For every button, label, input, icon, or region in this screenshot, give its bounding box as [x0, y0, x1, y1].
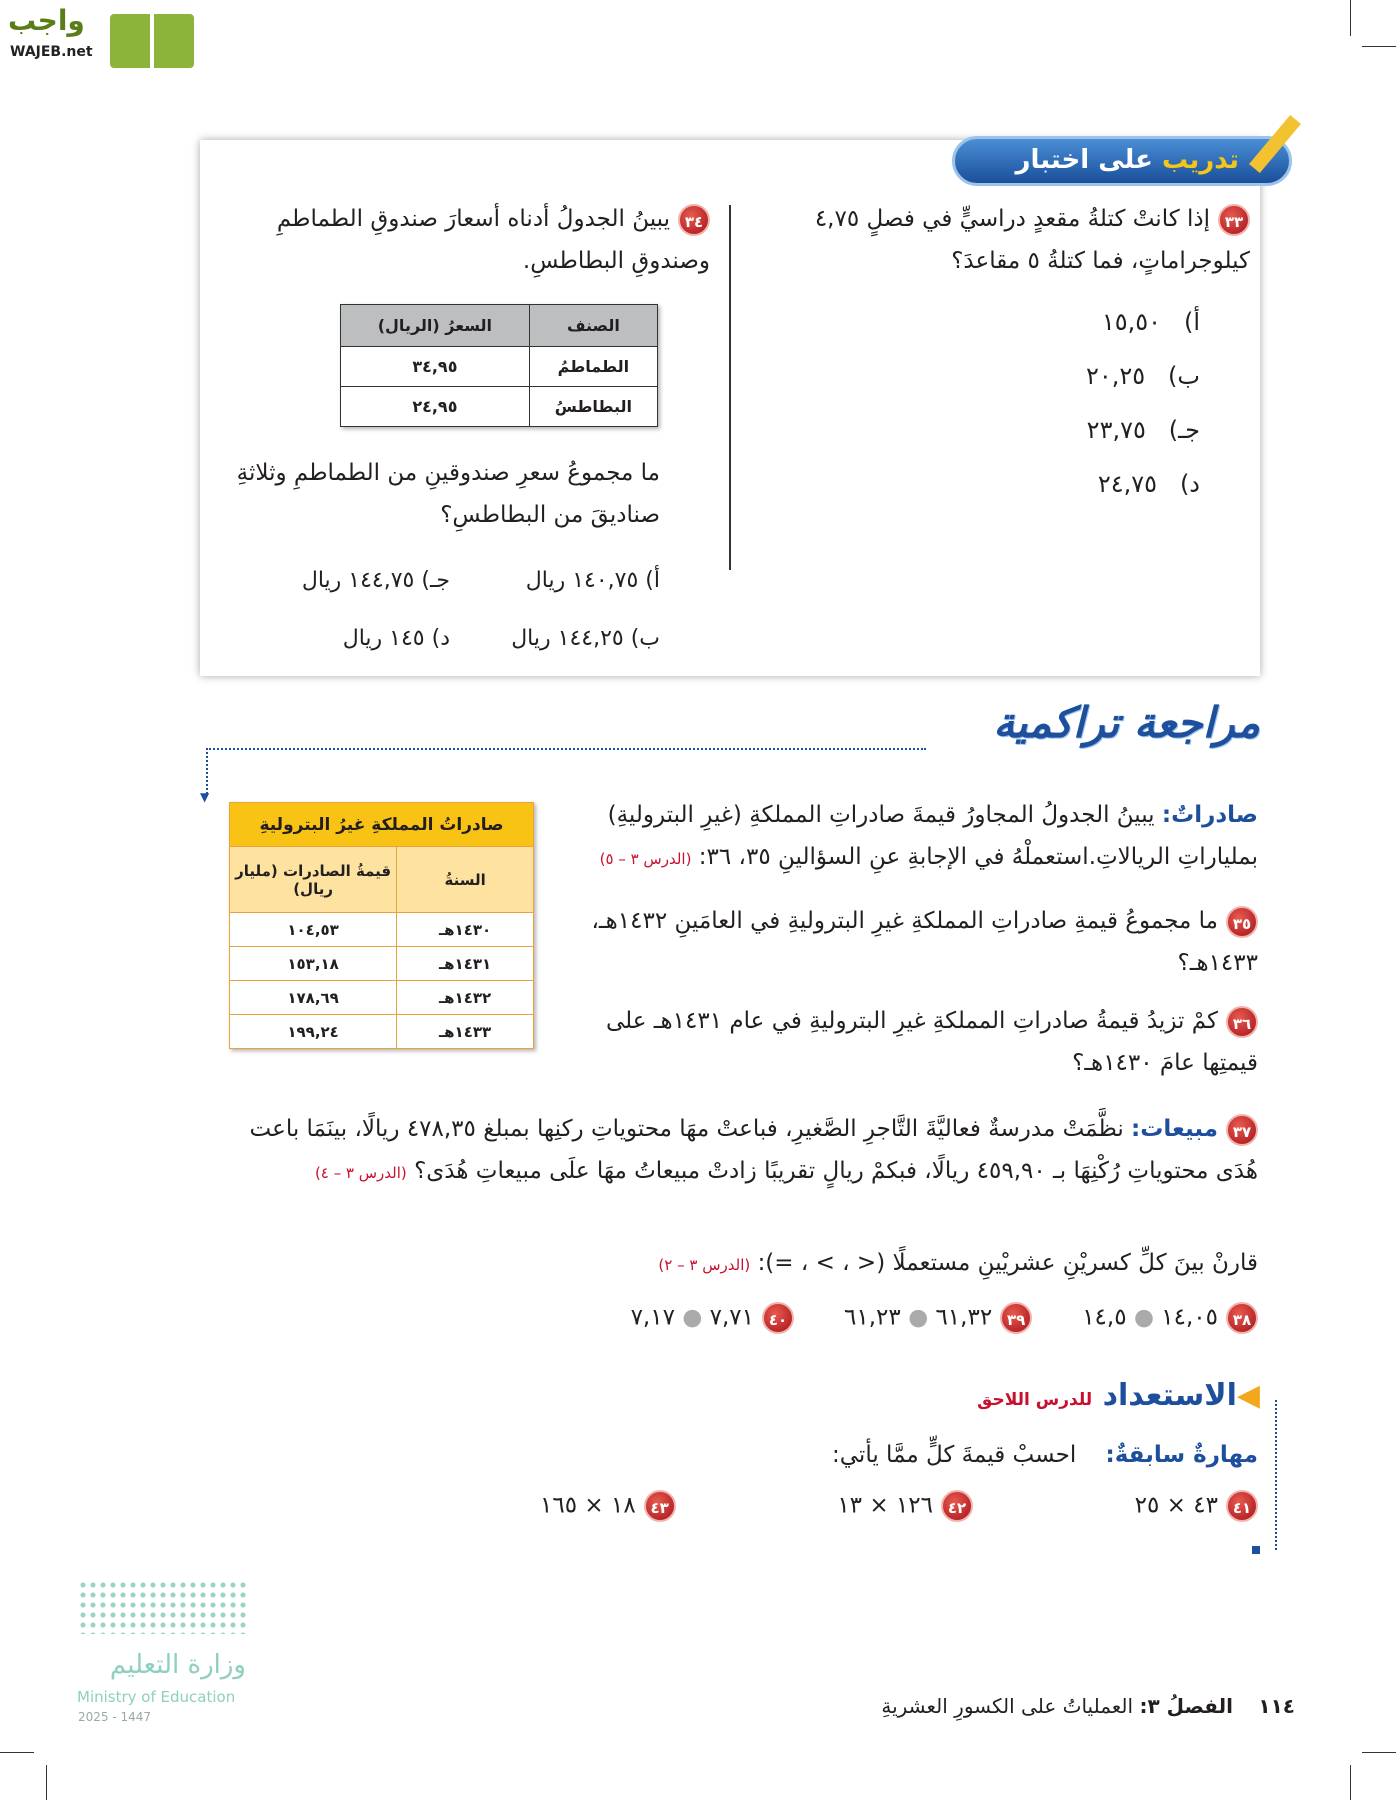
prep-items	[540, 1490, 1258, 1522]
text: ٤٣ × ٢٥	[1134, 1492, 1218, 1519]
exercise-41	[1135, 1490, 1258, 1522]
text: ١٤٣٣هـ	[397, 1015, 534, 1049]
text: قارنْ بينَ كلِّ كسريْنِ عشريْينِ مستعملًا (< ، > ، =):	[757, 1250, 1258, 1276]
text: ١٤,٠٥	[1161, 1304, 1218, 1331]
crop-mark	[0, 1752, 34, 1753]
book-icon	[110, 10, 194, 68]
text: ٦١,٣٢	[935, 1304, 993, 1331]
text: للدرس اللاحق	[977, 1390, 1093, 1410]
text: د)	[431, 626, 450, 651]
q34-options	[240, 552, 660, 668]
option-a[interactable]	[450, 552, 660, 610]
text: ٧,٧١	[709, 1304, 755, 1331]
text: الاستعداد	[1102, 1378, 1237, 1413]
question-number: ٣٤	[678, 204, 710, 236]
prior-skill	[760, 1434, 1258, 1476]
text: صادراتُ المملكةِ غيرُ البتروليةِ	[230, 803, 534, 847]
exports-text: يبينُ الجدولُ المجاورُ قيمةَ صادراتِ المملكةِ (غيرِ البتروليةِ) بملياراتِ الريالاتِ.استعملْهُ في الإجابةِ عنِ السؤالينِ ٣٥، ٣٦:	[607, 802, 1258, 870]
option-b[interactable]	[1000, 349, 1200, 403]
crop-mark	[46, 1765, 47, 1800]
column-divider	[729, 205, 731, 570]
option-a[interactable]	[1000, 295, 1200, 349]
text: ٣٤,٩٥	[341, 347, 530, 387]
q33-options	[1000, 295, 1200, 511]
question-34-prompt: ما مجموعُ سعرِ صندوقينِ من الطماطمِ وثلاثةِ صناديقَ من البطاطسِ؟	[236, 460, 660, 528]
question-text: نظَّمَتْ مدرسةٌ فعاليَّةَ التَّاجرِ الصَّغيرِ، فباعتْ مهَا محتوياتِ ركنِها بمبلغ ٤٧٨,٣٥ ريالًا، بينَمَا باعت هُدَى محتوياتِ رُكْنِهَا بـ ٤٥٩,٩٠ ريالًا، فبكمْ ريالٍ تقريبًا زادتْ مبيعاتُ مهَا علَى مبيعاتِ هُدَى؟	[249, 1116, 1258, 1184]
question-text: كمْ تزيدُ قيمةُ صادراتِ المملكةِ غيرِ البتروليةِ في عام ١٤٣١هـ على قيمتِها عامَ ١٤٣٠هـ؟	[605, 1008, 1258, 1076]
text: ١٤٤,٢٥ ريال	[511, 626, 624, 651]
text: ٤٢	[941, 1490, 973, 1522]
exports-intro	[570, 794, 1258, 880]
text: السعرُ (الريال)	[341, 305, 530, 347]
wajeb-logo	[8, 4, 188, 68]
text: ١٤٤,٧٥ ريال	[301, 568, 415, 593]
text: ب)	[630, 626, 660, 651]
text: أ)	[1183, 308, 1200, 336]
lesson-ref[interactable]: (الدرس ٣ – ٤)	[314, 1164, 407, 1182]
text: ١٤٥ ريال	[342, 626, 425, 651]
text: ١٨ × ١٦٥	[540, 1492, 636, 1519]
compare-39	[844, 1302, 1032, 1334]
ministry-name-ar: وزارة التعليم	[109, 1650, 246, 1680]
text: ١٩٩,٢٤	[230, 1015, 397, 1049]
text: ٣٥	[1226, 906, 1258, 938]
arrow-down-icon: ▼	[200, 790, 210, 804]
text: الصنف	[529, 305, 657, 347]
text: البطاطسُ	[529, 387, 657, 427]
chapter-title: العملياتُ على الكسورِ العشريةِ	[881, 1694, 1134, 1718]
ministry-year: 2025 - 1447	[78, 1710, 152, 1724]
text: احسبْ قيمةَ كلٍّ ممَّا يأتي:	[832, 1442, 1077, 1468]
exports-label: صادراتٌ:	[1161, 802, 1258, 828]
prep-heading	[900, 1378, 1260, 1413]
crop-mark	[1362, 46, 1396, 47]
option-d[interactable]	[240, 610, 450, 668]
question-text: ما مجموعُ قيمةِ صادراتِ المملكةِ غيرِ البتروليةِ في العامَينِ ١٤٣٢هـ، ١٤٣٣هـ؟	[591, 908, 1258, 976]
text: ١٤٠,٧٥ ريال	[525, 568, 639, 593]
cumulative-review-title: مراجعة تراكمية	[993, 698, 1260, 747]
exercise-43	[540, 1490, 676, 1522]
question-34	[240, 198, 710, 282]
compare-instructions	[560, 1242, 1258, 1286]
blank-circle-icon[interactable]: ●	[682, 1304, 703, 1331]
dotted-guide	[206, 748, 208, 794]
text: ٣٨	[1226, 1302, 1258, 1334]
text: ٦١,٢٣	[844, 1304, 901, 1331]
text: جـ)	[1168, 416, 1200, 444]
text: ٣٦	[1226, 1006, 1258, 1038]
page-footer	[800, 1694, 1295, 1718]
compare-40	[631, 1302, 794, 1334]
question-number: ٣٣	[1218, 204, 1250, 236]
option-b[interactable]	[450, 610, 660, 668]
compare-38	[1082, 1302, 1258, 1334]
triangle-icon: ◀	[1236, 1378, 1260, 1413]
prices-table	[340, 304, 658, 427]
text: ٤١	[1226, 1490, 1258, 1522]
text: مبيعات:	[1131, 1116, 1218, 1142]
text: جـ)	[421, 568, 450, 593]
text: السنةُ	[397, 847, 534, 913]
text: ١٥٣,١٨	[230, 947, 397, 981]
question-text: يبينُ الجدولُ أدناه أسعارَ صندوقِ الطماطمِ وصندوقِ البطاطسِ.	[276, 206, 710, 274]
option-c[interactable]	[1000, 403, 1200, 457]
logo-subtext: WAJEB.net	[10, 44, 93, 60]
text: د)	[1179, 470, 1200, 498]
ministry-logo-dots	[78, 1580, 248, 1634]
lesson-ref[interactable]: (الدرس ٣ – ٢)	[658, 1256, 751, 1274]
text: ١٠٤,٥٣	[230, 913, 397, 947]
text: ب)	[1168, 362, 1200, 390]
text: أ)	[645, 568, 660, 593]
crop-mark	[1350, 1765, 1351, 1800]
question-36	[560, 1000, 1258, 1084]
page-number: ١١٤	[1258, 1694, 1295, 1718]
logo-text: واجب	[8, 4, 85, 37]
text: ٢٠,٢٥	[1085, 362, 1146, 390]
text: مهارةٌ سابقةٌ:	[1105, 1442, 1258, 1468]
text: ٢٣,٧٥	[1086, 416, 1146, 444]
square-marker	[1252, 1546, 1260, 1554]
question-35	[560, 900, 1258, 984]
test-practice-banner	[952, 136, 1292, 186]
compare-items	[500, 1302, 1258, 1334]
dotted-guide	[206, 748, 926, 750]
banner-part2: على اختبار	[1015, 145, 1153, 175]
option-d[interactable]	[1000, 457, 1200, 511]
text: ٢٤,٩٥	[341, 387, 530, 427]
text: ٣٧	[1226, 1114, 1258, 1146]
text: ١٧٨,٦٩	[230, 981, 397, 1015]
crop-mark	[1362, 1752, 1396, 1753]
dotted-guide	[1275, 1400, 1277, 1550]
chapter-label: الفصلُ ٣:	[1139, 1694, 1233, 1718]
ministry-name-en: Ministry of Education	[77, 1688, 236, 1706]
text: ١٤٣١هـ	[397, 947, 534, 981]
text: قيمةُ الصادرات (مليار ريال)	[230, 847, 397, 913]
blank-circle-icon[interactable]: ●	[908, 1304, 929, 1331]
blank-circle-icon[interactable]: ●	[1133, 1304, 1154, 1331]
option-c[interactable]	[240, 552, 450, 610]
text: ٣٩	[1000, 1302, 1032, 1334]
text: ٤٠	[762, 1302, 794, 1334]
text: الطماطمُ	[529, 347, 657, 387]
text: ١٢٦ × ١٣	[837, 1492, 934, 1519]
text: ٧,١٧	[630, 1304, 675, 1331]
text: ١٤,٥	[1082, 1304, 1127, 1331]
banner-part1: تدريب	[1161, 145, 1239, 175]
lesson-ref[interactable]: (الدرس ٣ – ٥)	[599, 850, 692, 868]
crop-mark	[1350, 0, 1351, 36]
exercise-42	[837, 1490, 973, 1522]
text: ١٥,٥٠	[1101, 308, 1162, 336]
text: ٢٤,٧٥	[1097, 470, 1158, 498]
question-text: إذا كانتْ كتلةُ مقعدٍ دراسيٍّ في فصلٍ ٤,٧٥ كيلوجراماتٍ، فما كتلةُ ٥ مقاعدَ؟	[814, 206, 1250, 274]
exports-table	[229, 802, 534, 1049]
question-33	[790, 198, 1250, 282]
text: ١٤٣٠هـ	[397, 913, 534, 947]
text: ٤٣	[644, 1490, 676, 1522]
text: ١٤٣٢هـ	[397, 981, 534, 1015]
question-37	[220, 1108, 1258, 1194]
